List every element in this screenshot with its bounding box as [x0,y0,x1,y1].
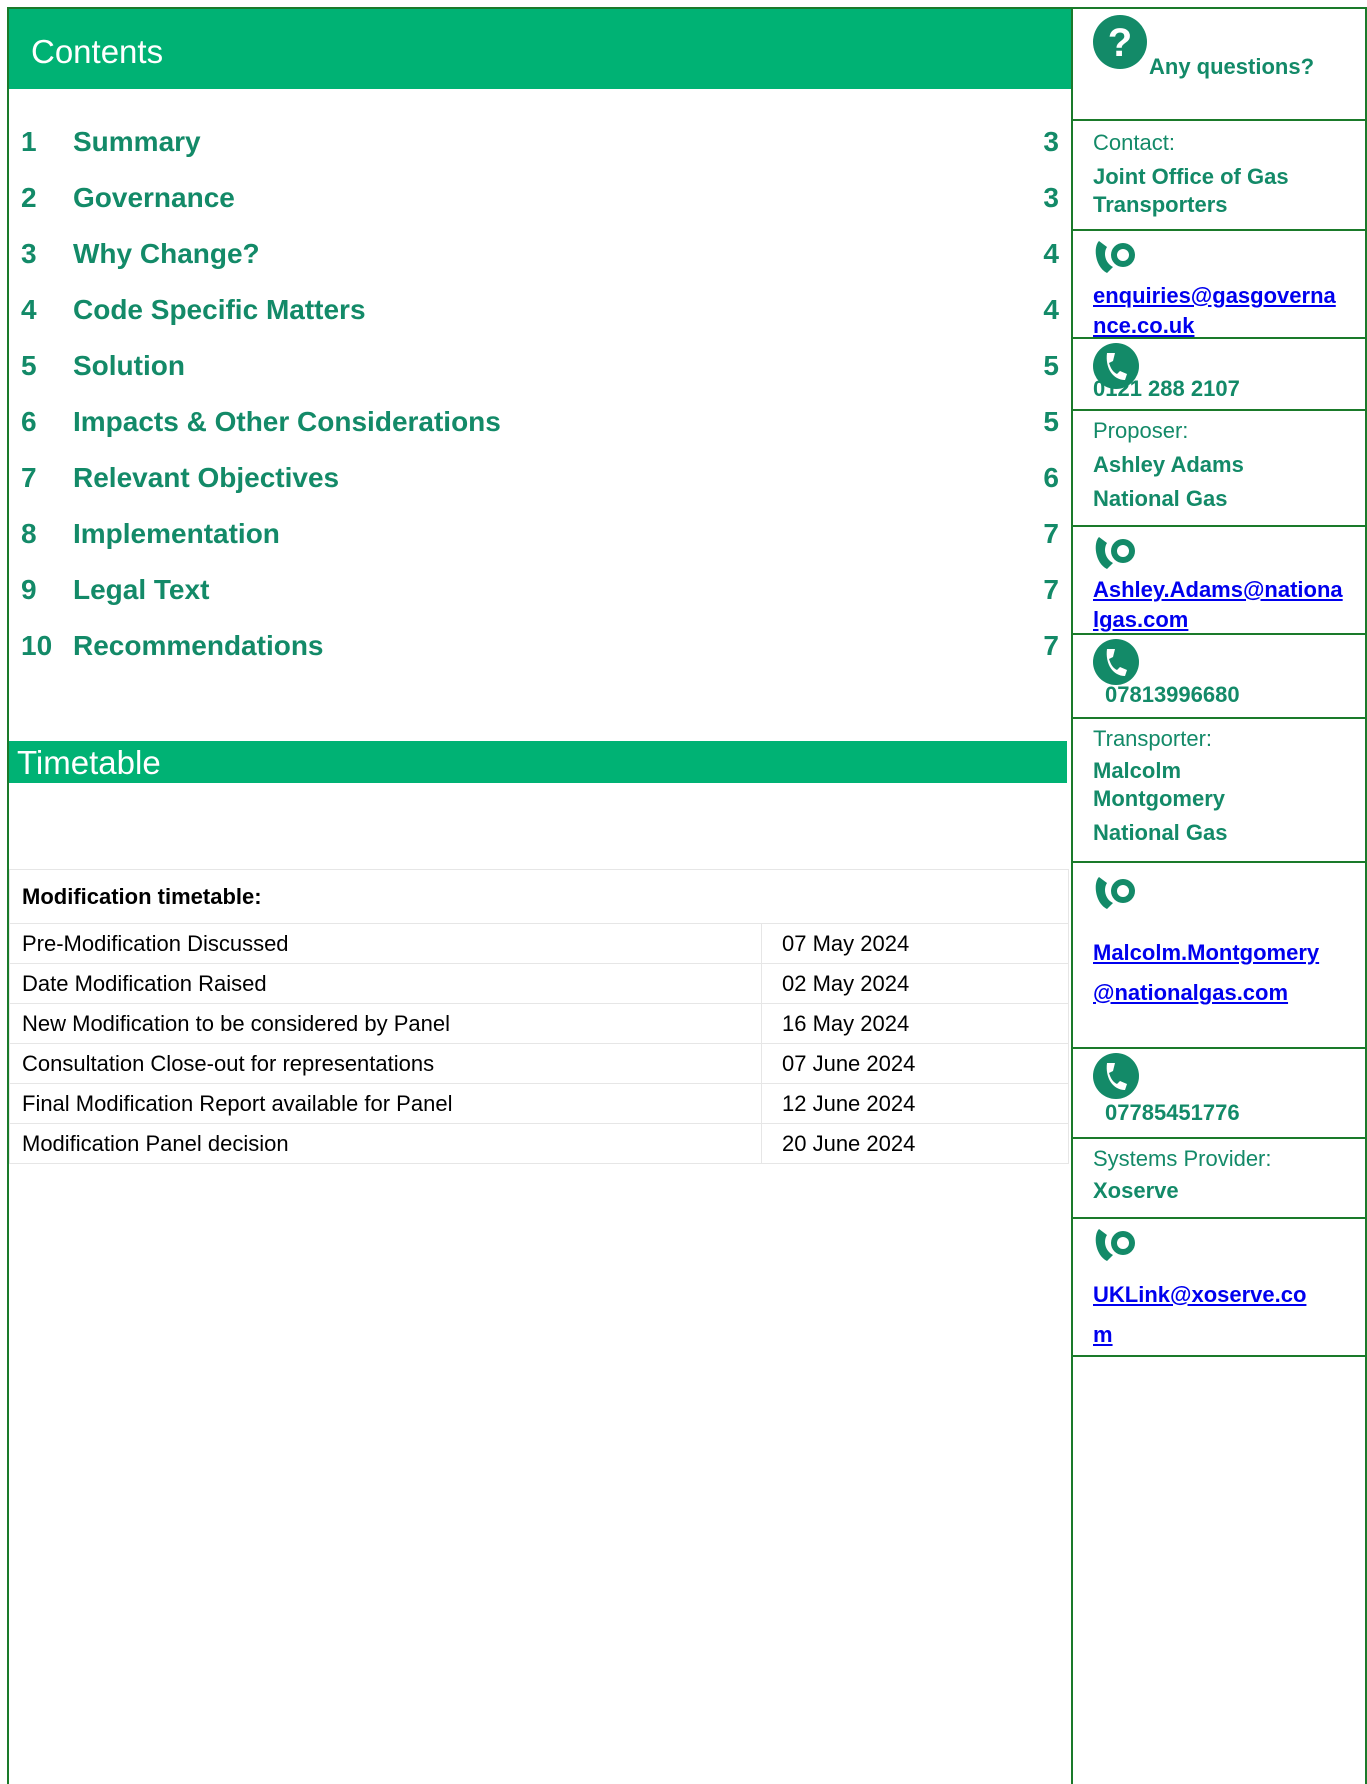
transporter-phone-cell [1073,1049,1365,1139]
timetable-heading: Timetable [17,744,161,781]
table-row [10,1124,1069,1164]
timetable-date: 07 May 2024 [762,924,1069,964]
contact-organisation: Joint Office of Gas Transporters [1093,164,1289,217]
toc-page: 6 [1043,462,1059,493]
proposer-name: Ashley Adams [1093,452,1244,477]
systems-provider-cell [1073,1139,1365,1219]
proposer-label: Proposer: [1093,418,1189,443]
timetable-date: 16 May 2024 [762,1004,1069,1044]
timetable-event: Modification Panel decision [10,1124,762,1164]
toc-number: 6 [21,406,37,437]
toc-page: 7 [1043,630,1059,661]
timetable-event: Final Modification Report available for Panel [10,1084,762,1124]
timetable-header-band [9,741,1067,783]
systems-provider-label: Systems Provider: [1093,1146,1272,1171]
toc-title[interactable]: Legal Text [73,574,210,605]
toc-title[interactable]: Summary [73,126,201,157]
toc-entry[interactable] [9,458,1059,514]
toc-title[interactable]: Implementation [73,518,280,549]
questions-cell [1073,9,1365,121]
table-row [10,964,1069,1004]
systems-email-cell [1073,1219,1365,1357]
toc-entry[interactable] [9,178,1059,234]
proposer-cell [1073,411,1365,527]
toc-title[interactable]: Governance [73,182,235,213]
table-row [10,1084,1069,1124]
toc-entry[interactable] [9,290,1059,346]
toc-entry[interactable] [9,234,1059,290]
systems-provider-organisation: Xoserve [1093,1178,1179,1203]
toc-page: 3 [1043,182,1059,213]
contact-email-cell [1073,231,1365,339]
contents-heading: Contents [31,33,164,70]
transporter-phone: 07785451776 [1105,1100,1240,1125]
any-questions-label: Any questions? [1149,54,1315,79]
toc-entry[interactable] [9,570,1059,626]
timetable-event: Pre-Modification Discussed [10,924,762,964]
toc-number: 4 [21,294,37,325]
toc-page: 5 [1043,406,1059,437]
toc-title[interactable]: Relevant Objectives [73,462,340,493]
toc-title[interactable]: Recommendations [73,630,324,661]
toc-number: 9 [21,574,37,605]
contact-label: Contact: [1093,130,1175,155]
toc-number: 1 [21,126,37,157]
toc-number: 10 [21,630,53,661]
transporter-email-cell [1073,863,1365,1049]
table-of-contents [9,122,1059,682]
timetable-date: 02 May 2024 [762,964,1069,1004]
toc-page: 5 [1043,350,1059,381]
transporter-email-link[interactable]: Malcolm.Montgomery@nationalgas.com [1093,940,1320,1005]
toc-page: 3 [1043,126,1059,157]
table-row [10,924,1069,964]
toc-title[interactable]: Impacts & Other Considerations [73,406,501,437]
contact-phone-cell [1073,339,1365,411]
contents-header-band [9,9,1071,89]
timetable-title: Modification timetable: [10,870,1069,924]
transporter-organisation: National Gas [1093,820,1228,845]
timetable-event: Consultation Close-out for representations [10,1044,762,1084]
toc-entry[interactable] [9,346,1059,402]
svg-text:?: ? [1107,21,1133,65]
proposer-organisation: National Gas [1093,486,1228,511]
contact-sidebar [1073,9,1365,1357]
toc-page: 7 [1043,574,1059,605]
proposer-phone-cell [1073,635,1365,719]
proposer-email-link[interactable]: Ashley.Adams@nationalgas.com [1093,577,1343,632]
toc-entry[interactable] [9,402,1059,458]
toc-title[interactable]: Solution [73,350,185,381]
toc-page: 4 [1043,294,1059,325]
phone-icon [1093,639,1139,685]
timetable-title-row [10,870,1069,924]
toc-number: 3 [21,238,37,269]
toc-title[interactable]: Why Change? [73,238,260,269]
toc-page: 7 [1043,518,1059,549]
proposer-email-cell [1073,527,1365,635]
toc-entry[interactable] [9,514,1059,570]
phone-icon [1093,1053,1139,1099]
timetable-event: Date Modification Raised [10,964,762,1004]
transporter-label: Transporter: [1093,726,1213,751]
transporter-name: Malcolm Montgomery [1093,758,1225,811]
toc-number: 8 [21,518,37,549]
email-icon [1093,237,1137,277]
systems-email-link[interactable]: UKLink@xoserve.com [1093,1282,1307,1347]
timetable-date: 07 June 2024 [762,1044,1069,1084]
toc-title[interactable]: Code Specific Matters [73,294,366,325]
timetable-date: 12 June 2024 [762,1084,1069,1124]
contact-cell [1073,121,1365,231]
proposer-phone: 07813996680 [1105,682,1240,707]
toc-entry[interactable] [9,626,1059,682]
email-icon [1093,1225,1137,1265]
toc-page: 4 [1043,238,1059,269]
table-row [10,1044,1069,1084]
toc-number: 5 [21,350,37,381]
table-row [10,1004,1069,1044]
email-icon [1093,873,1137,913]
modification-timetable [9,869,1069,1164]
transporter-cell [1073,719,1365,863]
contact-email-link[interactable]: enquiries@gasgovernance.co.uk [1093,283,1336,338]
timetable-event: New Modification to be considered by Panel [10,1004,762,1044]
contact-phone: 0121 288 2107 [1093,376,1240,401]
timetable-date: 20 June 2024 [762,1124,1069,1164]
email-icon [1093,533,1137,573]
toc-number: 2 [21,182,37,213]
toc-number: 7 [21,462,37,493]
toc-entry[interactable] [9,122,1059,178]
